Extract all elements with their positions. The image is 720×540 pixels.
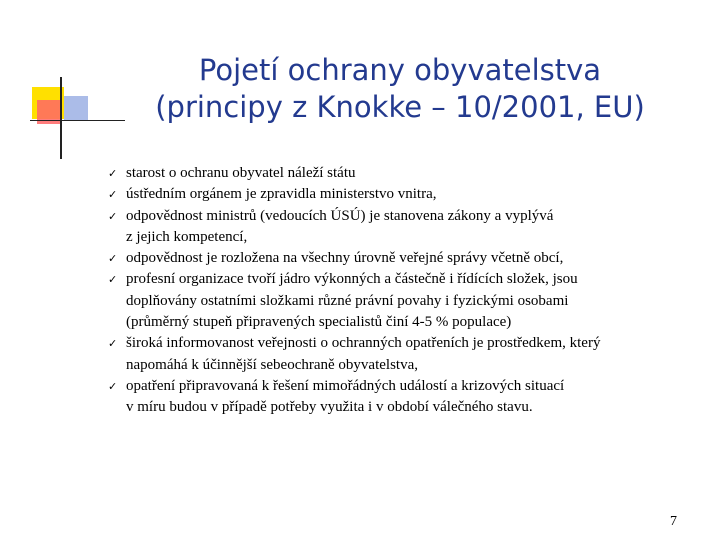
bullet-line: v míru budou v případě potřeby využita i v období válečného stavu. bbox=[126, 399, 533, 416]
bullet-item bbox=[108, 333, 708, 376]
bullet-line: doplňovány ostatními složkami různé právní povahy i fyzickými osobami bbox=[126, 292, 569, 309]
bullet-list bbox=[108, 163, 708, 419]
bullet-line: odpovědnost je rozložena na všechny úrovně veřejné správy včetně obcí, bbox=[126, 250, 564, 267]
checkmark-icon: ✓ bbox=[108, 167, 118, 180]
bullet-line: z jejich kompetencí, bbox=[126, 228, 248, 245]
checkmark-icon: ✓ bbox=[108, 379, 118, 393]
bullet-item bbox=[108, 184, 708, 205]
bullet-item bbox=[108, 376, 708, 419]
checkmark-icon: ✓ bbox=[108, 209, 118, 223]
bullet-item bbox=[108, 248, 708, 269]
bullet-line: starost o ochranu obyvatel náleží státu bbox=[126, 165, 356, 181]
title-line-1: Pojetí ochrany obyvatelstva bbox=[198, 53, 602, 87]
bullet-item bbox=[108, 206, 708, 249]
decorative-blue-square bbox=[64, 96, 88, 120]
bullet-line: odpovědnost ministrů (vedoucích ÚSÚ) je stanovena zákony a vyplývá bbox=[126, 207, 554, 224]
checkmark-icon: ✓ bbox=[108, 337, 118, 351]
decorative-vertical-line bbox=[60, 77, 62, 159]
bullet-line: ústředním orgánem je zpravidla ministerstvo vnitra, bbox=[126, 186, 437, 203]
bullet-item bbox=[108, 163, 708, 184]
checkmark-icon: ✓ bbox=[108, 252, 118, 266]
slide-title bbox=[100, 52, 700, 126]
bullet-line: (průměrný stupeň připravených specialistů činí 4-5 % populace) bbox=[126, 314, 512, 331]
bullet-line: profesní organizace tvoří jádro výkonných a částečně i řídících složek, jsou bbox=[126, 271, 578, 288]
bullet-item bbox=[108, 269, 708, 333]
page-number: 7 bbox=[670, 514, 677, 529]
bullet-line: opatření připravovaná k řešení mimořádných událostí a krizových situací bbox=[126, 377, 565, 394]
title-line-2: (principy z Knokke – 10/2001, EU) bbox=[155, 90, 645, 124]
checkmark-icon: ✓ bbox=[108, 273, 118, 287]
bullet-line: napomáhá k účinnější sebeochraně obyvatelstva, bbox=[126, 356, 418, 373]
checkmark-icon: ✓ bbox=[108, 188, 118, 202]
bullet-line: široká informovanost veřejnosti o ochranných opatřeních je prostředkem, který bbox=[126, 335, 601, 352]
